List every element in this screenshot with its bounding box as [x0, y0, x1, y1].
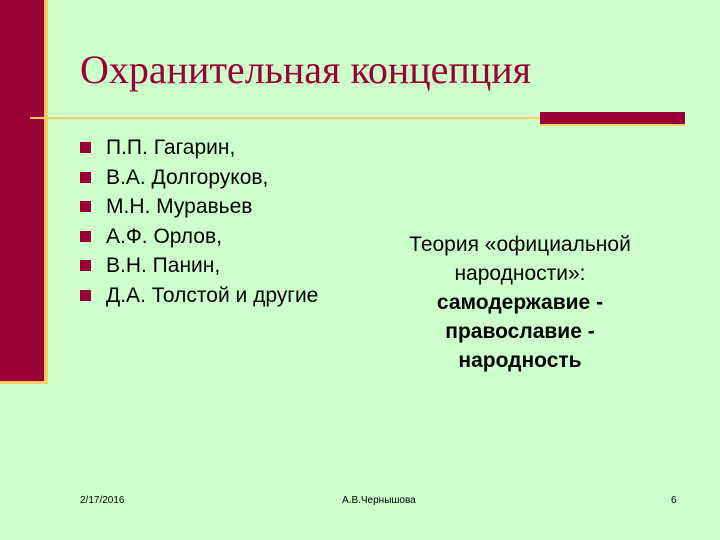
list-item: Д.А. Толстой и другие: [80, 281, 326, 311]
theory-line: Теория «официальной: [409, 233, 631, 256]
list-item: М.Н. Муравьев: [80, 192, 326, 222]
left-decor-edge: [44, 0, 48, 384]
theory-triad-line: народность: [458, 349, 582, 372]
list-item: В.А. Долгоруков,: [80, 163, 326, 193]
bullet-square-icon: [80, 260, 91, 271]
left-decor-bar: [0, 0, 44, 381]
slide-title: Охранительная концепция: [80, 47, 532, 92]
list-item: П.П. Гагарин,: [80, 133, 326, 163]
name-list: [80, 133, 326, 310]
footer-date: 2/17/2016: [80, 495, 125, 506]
bullet-square-icon: [80, 290, 91, 301]
left-decor-bottom: [0, 381, 48, 384]
theory-triad-line: самодержавие -: [436, 291, 604, 314]
list-item: В.Н. Панин,: [80, 251, 326, 281]
theory-line: народности»:: [454, 262, 586, 285]
title-accent-block: [540, 112, 685, 126]
theory-text: [370, 230, 670, 375]
footer-author: А.В.Чернышова: [342, 495, 416, 506]
bullet-square-icon: [80, 172, 91, 183]
footer-page-number: 6: [671, 495, 677, 506]
bullet-square-icon: [80, 231, 91, 242]
theory-triad-line: православие -: [445, 320, 595, 343]
bullet-square-icon: [80, 201, 91, 212]
bullet-square-icon: [80, 142, 91, 153]
list-item: А.Ф. Орлов,: [80, 222, 326, 252]
